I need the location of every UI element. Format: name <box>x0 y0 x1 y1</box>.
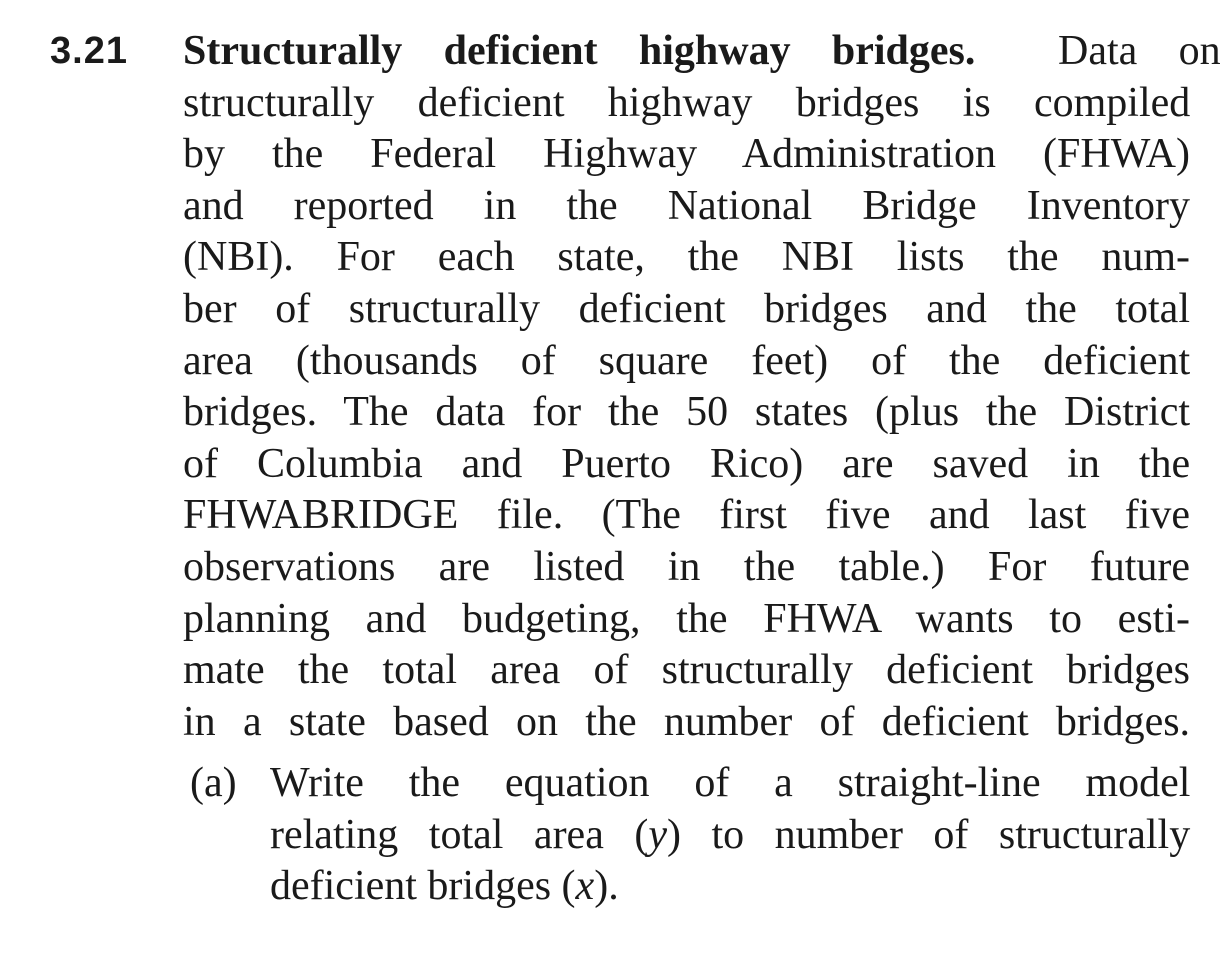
part-a-line-2-post: ) to number of structurally <box>666 811 1191 858</box>
part-a-line-3 <box>270 861 1190 913</box>
exercise-line-12: planning and budgeting, the FHWA wants to esti- <box>183 595 1190 642</box>
exercise-line-5: (NBI). For each state, the NBI lists the num- <box>183 234 1190 281</box>
exercise-title: Structurally deficient highway bridges. <box>183 28 976 74</box>
part-a-line-2-pre: relating total area ( <box>270 811 649 858</box>
exercise-line-11: observations are listed in the table.) For future <box>183 543 1190 590</box>
variable-x: x <box>575 863 595 910</box>
part-a-text <box>270 758 1190 913</box>
exercise-line-9: of Columbia and Puerto Rico) are saved in the <box>183 440 1191 487</box>
exercise-line-14: in a state based on the number of deficient bridges. <box>183 698 1191 745</box>
part-a-line-3-post: ). <box>594 863 619 910</box>
exercise-body <box>183 26 1221 748</box>
part-a-line-3-pre: deficient bridges ( <box>270 863 576 910</box>
exercise-3-21 <box>50 26 1221 748</box>
variable-y: y <box>648 811 667 858</box>
exercise-line-7: area (thousands of square feet) of the deficient <box>183 337 1191 384</box>
exercise-text: Data on <box>1058 28 1221 74</box>
exercise-line-4: and reported in the National Bridge Inventory <box>183 182 1190 229</box>
exercise-number: 3.21 <box>50 30 128 72</box>
part-a <box>190 758 1190 913</box>
exercise-line-1 <box>183 26 1221 78</box>
exercise-line-2: structurally deficient highway bridges is compiled <box>183 79 1191 126</box>
part-a-line-2 <box>270 810 1190 862</box>
exercise-line-8: bridges. The data for the 50 states (plus the District <box>183 389 1191 436</box>
exercise-line-13: mate the total area of structurally deficient bridges <box>183 647 1190 694</box>
part-a-label: (a) <box>190 760 237 806</box>
part-a-line-1: Write the equation of a straight-line model <box>270 760 1191 806</box>
exercise-line-3: by the Federal Highway Administration (FHWA) <box>183 131 1190 178</box>
exercise-line-6: ber of structurally deficient bridges and the total <box>183 285 1190 332</box>
exercise-line-10: FHWABRIDGE file. (The first five and last five <box>183 492 1190 539</box>
